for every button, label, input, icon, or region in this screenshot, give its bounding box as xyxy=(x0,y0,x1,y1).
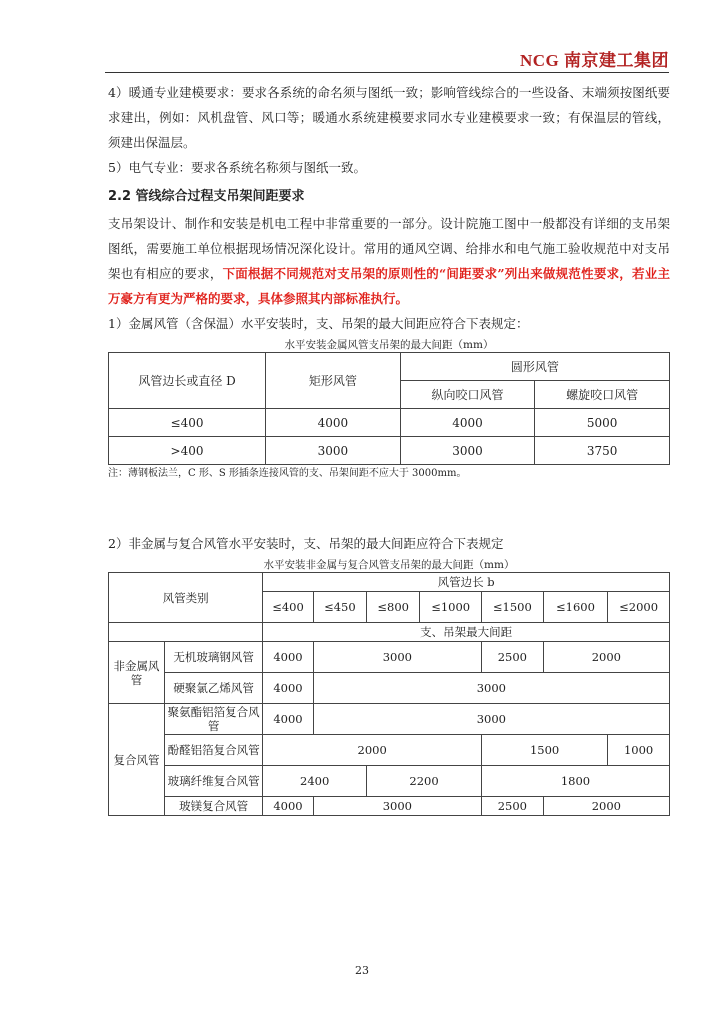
table-cell: 1800 xyxy=(482,766,670,797)
nonmetal-duct-table xyxy=(108,572,670,816)
table2-size-cell: ≤2000 xyxy=(608,592,670,623)
table-cell: 4000 xyxy=(266,409,401,437)
metal-duct-table xyxy=(108,352,670,465)
table-cell: 4000 xyxy=(263,797,313,816)
company-logo-text: NCG 南京建工集团 xyxy=(519,51,669,70)
table2-group-composite: 复合风管 xyxy=(109,704,165,816)
table-cell: 2500 xyxy=(482,642,544,673)
table-row xyxy=(109,673,670,704)
table-row xyxy=(109,409,670,437)
page-header xyxy=(105,46,669,73)
table-cell: >400 xyxy=(109,437,266,465)
table2-intro: 2）非金属与复合风管水平安装时，支、吊架的最大间距应符合下表规定 xyxy=(108,536,504,551)
table2-row-name: 玻璃纤维复合风管 xyxy=(165,766,263,797)
paragraph-item-4: 4）暖通专业建模要求：要求各系统的命名须与图纸一致；影响管线综合的一些设备、末端须按图纸要求建出，例如：风机盘管、风口等；暖通水系统建模要求同水专业建模要求一致；有保温层的管线，须建出保温层。 xyxy=(108,85,670,150)
page-number: 23 xyxy=(355,964,369,977)
table-cell: 3000 xyxy=(266,437,401,465)
table1-header-rect: 矩形风管 xyxy=(266,353,401,409)
document-body xyxy=(108,80,670,816)
section-heading: 2.2 管线综合过程支吊架间距要求 xyxy=(108,189,305,204)
table-cell: 2200 xyxy=(367,766,482,797)
table2-size-cell: ≤450 xyxy=(313,592,366,623)
table2-size-cell: ≤400 xyxy=(263,592,313,623)
table2-row-name: 玻镁复合风管 xyxy=(165,797,263,816)
table1-header-size: 风管边长或直径 D xyxy=(109,353,266,409)
table-cell: 3000 xyxy=(313,704,669,735)
table-cell: 3750 xyxy=(535,437,670,465)
body-text: 支吊架设计、制作和安装是机电工程中非常重要的一部分。设计院施工图中一般都没有详细的支吊架图纸，需要施工单位根据现场情况深化设计。常用的通风空调、给排水和电气施工验收规范中对支吊架也有相应的要求， xyxy=(108,216,670,281)
table-cell: 3000 xyxy=(400,437,535,465)
table2-row-name: 酚醛铝箔复合风管 xyxy=(165,735,263,766)
table2-header-type: 风管类别 xyxy=(109,573,263,623)
table1-header-spiral: 螺旋咬口风管 xyxy=(535,381,670,409)
table1-header-longitudinal: 纵向咬口风管 xyxy=(400,381,535,409)
table-cell: 2000 xyxy=(543,797,669,816)
table-cell: 5000 xyxy=(535,409,670,437)
table2-max-spacing-header: 支、吊架最大间距 xyxy=(263,623,670,642)
table-cell: 3000 xyxy=(313,673,669,704)
table1-intro: 1）金属风管（含保温）水平安装时，支、吊架的最大间距应符合下表规定： xyxy=(108,316,529,331)
table-row xyxy=(109,437,670,465)
table-row xyxy=(109,766,670,797)
body-highlight: 下面根据不同规范对支吊架的原则性的“间距要求”列出来做规范性要求，若业主万豪方有更为严格的要求，具体参照其内部标准执行。 xyxy=(108,266,670,306)
table2-header-edge: 风管边长 b xyxy=(263,573,670,592)
table-cell: 2000 xyxy=(263,735,482,766)
table-cell: ≤400 xyxy=(109,409,266,437)
table-cell: 1000 xyxy=(608,735,670,766)
table2-row-name: 硬聚氯乙烯风管 xyxy=(165,673,263,704)
table1-note: 注：薄钢板法兰，C 形、S 形插条连接风管的支、吊架间距不应大于 3000mm。 xyxy=(108,468,467,479)
table2-group-nonmetal: 非金属风管 xyxy=(109,642,165,704)
table-cell xyxy=(109,623,263,642)
table-row xyxy=(109,797,670,816)
table2-caption: 水平安装非金属与复合风管支吊架的最大间距（mm） xyxy=(263,559,515,571)
table-row xyxy=(109,704,670,735)
paragraph-item-5: 5）电气专业：要求各系统名称须与图纸一致。 xyxy=(108,160,366,175)
table2-row-name: 无机玻璃钢风管 xyxy=(165,642,263,673)
table-row xyxy=(109,642,670,673)
table-cell: 3000 xyxy=(313,797,481,816)
table-cell: 1500 xyxy=(482,735,608,766)
table-cell: 4000 xyxy=(263,673,313,704)
table-cell: 2400 xyxy=(263,766,367,797)
table2-size-cell: ≤1000 xyxy=(420,592,482,623)
body-paragraph xyxy=(108,211,670,311)
table-cell: 2000 xyxy=(543,642,669,673)
table-cell: 2500 xyxy=(482,797,544,816)
table2-size-cell: ≤800 xyxy=(367,592,420,623)
table-cell: 4000 xyxy=(400,409,535,437)
table-cell: 4000 xyxy=(263,642,313,673)
table-row xyxy=(109,735,670,766)
table1-header-round: 圆形风管 xyxy=(400,353,669,381)
table2-row-name: 聚氨酯铝箔复合风管 xyxy=(165,704,263,735)
table2-size-cell: ≤1500 xyxy=(482,592,544,623)
table2-size-cell: ≤1600 xyxy=(543,592,608,623)
table-cell: 3000 xyxy=(313,642,481,673)
table1-caption: 水平安装金属风管支吊架的最大间距（mm） xyxy=(284,339,494,351)
table-cell: 4000 xyxy=(263,704,313,735)
